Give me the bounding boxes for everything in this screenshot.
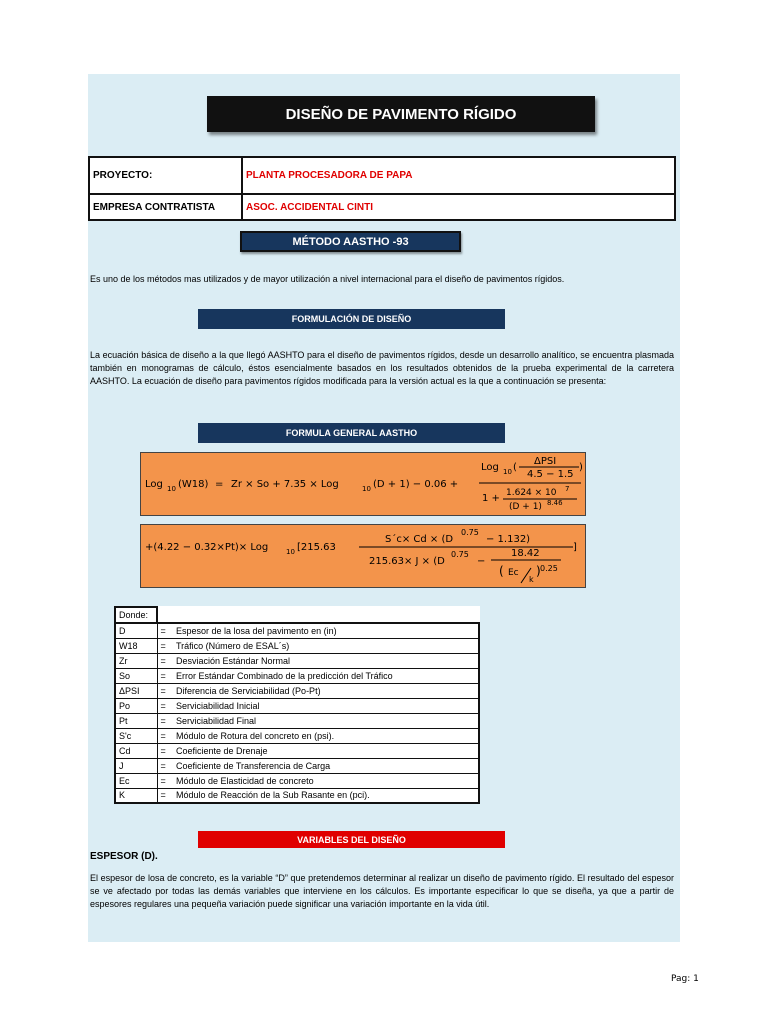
method-banner: MÉTODO AASTHO -93 bbox=[240, 231, 461, 252]
definitions-header-row bbox=[115, 607, 479, 623]
definition-desc: Coeficiente de Drenaje bbox=[174, 743, 479, 758]
thickness-paragraph: El espesor de losa de concreto, es la variable “D” que pretendemos determinar al realizar un diseño de pavimento rígido. El resultado del espesor se ve afectado por todas las demás variables que interviene en los cálculos. Es importante especificar lo que se diseña, ya que a partir de espesores regulares una pequeña variación puede significar una variación importante en la vida útil. bbox=[90, 873, 674, 909]
definition-desc: Coeficiente de Transferencia de Carga bbox=[174, 758, 479, 773]
project-row bbox=[89, 157, 675, 194]
definition-sym: ΔPSI bbox=[115, 683, 157, 698]
f2-lead-sub: 10 bbox=[286, 548, 295, 556]
definition-row bbox=[115, 698, 479, 713]
f1-terms: Zr × So + 7.35 × Log bbox=[231, 479, 339, 490]
definition-row bbox=[115, 683, 479, 698]
f1-lhs-sub: 10 bbox=[167, 485, 176, 493]
f1-num-den: 4.5 − 1.5 bbox=[527, 469, 574, 480]
company-row bbox=[89, 194, 675, 220]
definitions-header: Donde: bbox=[115, 607, 157, 623]
intro-paragraph: Es uno de los métodos mas utilizados y de mayor utilización a nivel internacional para el diseño de pavimentos rígidos. bbox=[90, 274, 565, 284]
variables-banner: VARIABLES DEL DISEÑO bbox=[198, 831, 505, 848]
definition-eq: = bbox=[157, 773, 174, 788]
definition-row bbox=[115, 758, 479, 773]
f2-frac-num: 18.42 bbox=[511, 548, 540, 559]
f1-num-dpsi: ΔPSI bbox=[534, 456, 557, 467]
definition-sym: Po bbox=[115, 698, 157, 713]
formula-2-svg bbox=[141, 525, 587, 589]
f2-num-tail: − 1.132) bbox=[486, 534, 531, 545]
definition-sym: S'c bbox=[115, 728, 157, 743]
f2-den-exp: 0.75 bbox=[451, 550, 469, 559]
definition-row bbox=[115, 728, 479, 743]
f2-frac-ec: Ec bbox=[508, 568, 519, 578]
main-title: DISEÑO DE PAVIMENTO RÍGIDO bbox=[207, 96, 595, 132]
page-number: Pag: 1 bbox=[671, 974, 699, 984]
f2-den: 215.63× J × (D bbox=[369, 556, 445, 567]
definition-row bbox=[115, 668, 479, 683]
f1-den-lead: 1 + bbox=[482, 493, 500, 504]
f1-den-num: 1.624 × 10 bbox=[506, 488, 557, 498]
definition-eq: = bbox=[157, 653, 174, 668]
f1-den-den: (D + 1) bbox=[509, 502, 542, 512]
definition-eq: = bbox=[157, 758, 174, 773]
f2-num-exp: 0.75 bbox=[461, 528, 479, 537]
f1-lhs-arg: (W18) bbox=[178, 479, 209, 490]
f2-paren-open: ( bbox=[499, 564, 504, 578]
definition-sym: Pt bbox=[115, 713, 157, 728]
definition-sym: Zr bbox=[115, 653, 157, 668]
definition-desc: Serviciabilidad Inicial bbox=[174, 698, 479, 713]
company-label: EMPRESA CONTRATISTA bbox=[89, 194, 242, 220]
definition-row bbox=[115, 788, 479, 803]
f1-num-close: ) bbox=[579, 462, 583, 473]
definition-row bbox=[115, 638, 479, 653]
formulation-paragraph: La ecuación básica de diseño a la que llegó AASHTO para el diseño de pavimentos rígidos, desde un desarrollo analítico, se encuentra plasmada también en monogramas de cálculo, éstos esencialmente basados en los resultados obtenidos de la prueba experimental de la carretera AASHTO. La ecuación de diseño para pavimentos rígidos modificada para la versión actual es la que a continuación se presenta: bbox=[90, 350, 674, 386]
definition-desc: Módulo de Elasticidad de concreto bbox=[174, 773, 479, 788]
definition-eq: = bbox=[157, 668, 174, 683]
definition-row bbox=[115, 623, 479, 638]
definition-row bbox=[115, 773, 479, 788]
definition-desc: Espesor de la losa del pavimento en (in) bbox=[174, 623, 479, 638]
formulation-banner: FORMULACIÓN DE DISEÑO bbox=[198, 309, 505, 329]
definition-eq: = bbox=[157, 698, 174, 713]
f1-terms-arg: (D + 1) − 0.06 + bbox=[373, 479, 459, 490]
project-info-table bbox=[88, 156, 676, 221]
definition-desc: Diferencia de Serviciabilidad (Po-Pt) bbox=[174, 683, 479, 698]
definition-desc: Módulo de Rotura del concreto en (psi). bbox=[174, 728, 479, 743]
definition-desc: Serviciabilidad Final bbox=[174, 713, 479, 728]
f1-num-log: Log bbox=[481, 462, 499, 473]
definitions-table bbox=[114, 606, 480, 804]
definition-eq: = bbox=[157, 788, 174, 803]
definition-eq: = bbox=[157, 623, 174, 638]
f2-frac-exp: 0.25 bbox=[540, 564, 558, 573]
definition-sym: J bbox=[115, 758, 157, 773]
definition-row bbox=[115, 743, 479, 758]
project-value: PLANTA PROCESADORA DE PAPA bbox=[242, 157, 675, 194]
f2-close: ] bbox=[573, 542, 577, 553]
definition-row bbox=[115, 653, 479, 668]
f1-eq: = bbox=[215, 479, 224, 490]
f2-bracket: [215.63 bbox=[297, 542, 336, 553]
definition-sym: K bbox=[115, 788, 157, 803]
definition-sym: D bbox=[115, 623, 157, 638]
f1-lhs: Log bbox=[145, 479, 163, 490]
definition-desc: Tráfico (Número de ESAL´s) bbox=[174, 638, 479, 653]
formula-box-1 bbox=[140, 452, 586, 516]
f1-den-den-exp: 8.46 bbox=[547, 499, 563, 507]
f1-den-num-exp: 7 bbox=[565, 485, 570, 493]
f2-paren-close: ) bbox=[536, 564, 541, 578]
f2-lead: +(4.22 − 0.32×Pt)× Log bbox=[145, 542, 269, 553]
formula-box-2 bbox=[140, 524, 586, 588]
definition-sym: W18 bbox=[115, 638, 157, 653]
definition-eq: = bbox=[157, 638, 174, 653]
company-value: ASOC. ACCIDENTAL CINTI bbox=[242, 194, 675, 220]
definition-sym: Ec bbox=[115, 773, 157, 788]
f1-num-open: ( bbox=[513, 462, 517, 473]
definition-sym: So bbox=[115, 668, 157, 683]
f1-terms-sub: 10 bbox=[362, 485, 371, 493]
definitions-body bbox=[115, 623, 479, 803]
project-label: PROYECTO: bbox=[89, 157, 242, 194]
definition-eq: = bbox=[157, 713, 174, 728]
definition-sym: Cd bbox=[115, 743, 157, 758]
f2-den-minus: − bbox=[477, 556, 486, 567]
definition-eq: = bbox=[157, 683, 174, 698]
definition-eq: = bbox=[157, 743, 174, 758]
f2-frac-k: k bbox=[529, 575, 534, 584]
definition-desc: Error Estándar Combinado de la predicción del Tráfico bbox=[174, 668, 479, 683]
definition-row bbox=[115, 713, 479, 728]
thickness-heading: ESPESOR (D). bbox=[90, 851, 158, 862]
definition-desc: Módulo de Reacción de la Sub Rasante en (pci). bbox=[174, 788, 479, 803]
f2-num: S´c× Cd × (D bbox=[385, 534, 454, 545]
formula-1-svg bbox=[141, 453, 587, 517]
definition-desc: Desviación Estándar Normal bbox=[174, 653, 479, 668]
f1-num-log-sub: 10 bbox=[503, 468, 512, 476]
definition-eq: = bbox=[157, 728, 174, 743]
general-formula-banner: FORMULA GENERAL AASTHO bbox=[198, 423, 505, 443]
